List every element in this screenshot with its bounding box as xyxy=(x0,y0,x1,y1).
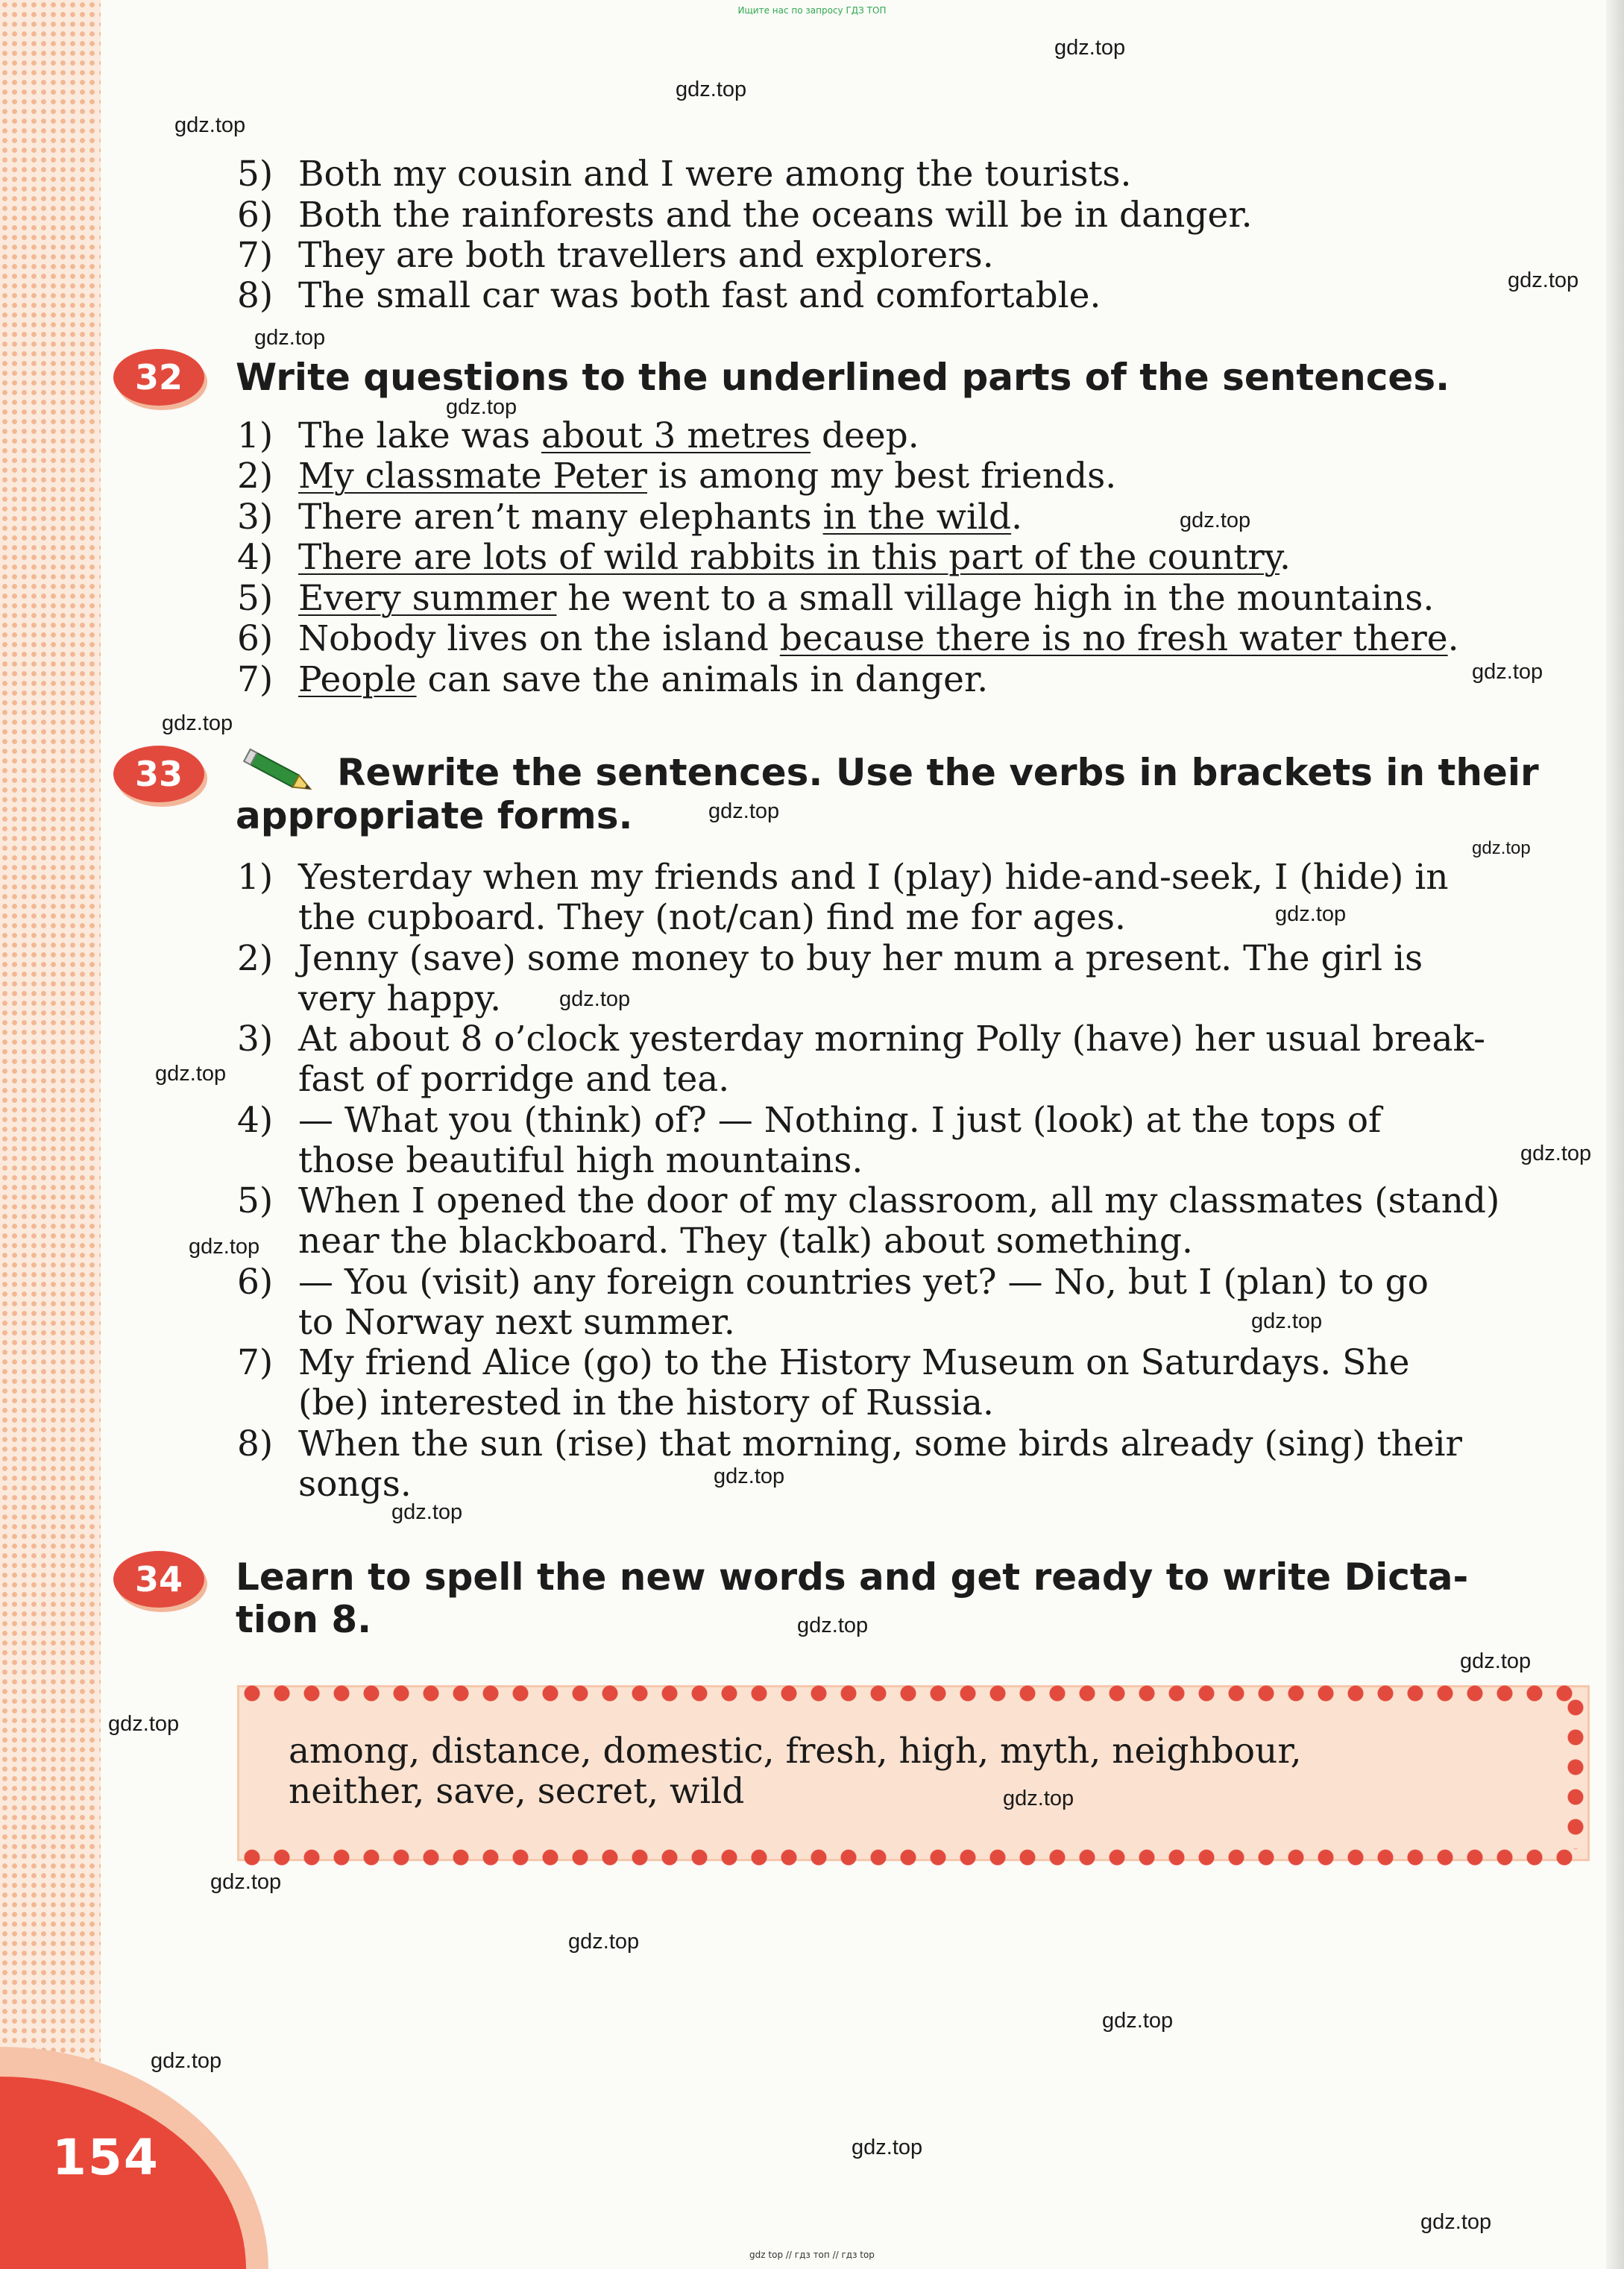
list-item: 2) My classmate Peter is among my best friends. xyxy=(237,456,1117,497)
watermark: gdz.top xyxy=(797,1614,869,1637)
list-item: (be) interested in the history of Russia. xyxy=(298,1382,994,1423)
list-item: 6) Nobody lives on the island because there is no fresh water there. xyxy=(237,618,1459,659)
list-item: to Norway next summer. xyxy=(298,1302,735,1343)
watermark: gdz.top xyxy=(1003,1787,1074,1810)
list-item: 5) When I opened the door of my classroom, all my classmates (stand) xyxy=(237,1180,1500,1221)
list-item: 4) There are lots of wild rabbits in this part of the country. xyxy=(237,537,1291,578)
watermark: gdz.top xyxy=(254,326,326,350)
list-item: 6) Both the rainforests and the oceans will be in danger. xyxy=(237,195,1253,236)
watermark: gdz.top xyxy=(676,78,747,101)
list-item: 7) My friend Alice (go) to the History Museum on Saturdays. She xyxy=(237,1342,1410,1383)
list-item: 3) At about 8 o’clock yesterday morning Polly (have) her usual break- xyxy=(237,1019,1486,1060)
watermark: gdz.top xyxy=(108,1712,180,1736)
pencil-icon xyxy=(237,746,319,798)
list-item: very happy. xyxy=(298,978,502,1019)
watermark: gdz.top xyxy=(210,1870,282,1894)
watermark: gdz.top xyxy=(151,2049,222,2073)
watermark: gdz.top xyxy=(1460,1649,1532,1673)
watermark: gdz.top xyxy=(162,711,233,735)
watermark: gdz.top xyxy=(1472,660,1543,684)
watermark: gdz.top xyxy=(1251,1309,1323,1333)
list-item: 5) Both my cousin and I were among the tourists. xyxy=(237,154,1132,195)
page-number: 154 xyxy=(52,2129,160,2186)
watermark: gdz.top xyxy=(1520,1142,1592,1165)
exercise-34-title: Learn to spell the new words and get ready to write Dicta- xyxy=(236,1555,1469,1599)
vocabulary-words-line-1: among, distance, domestic, fresh, high, myth, neighbour, xyxy=(289,1731,1302,1772)
dotted-border-bottom xyxy=(237,1848,1585,1867)
watermark: gdz.top xyxy=(1472,838,1531,858)
list-item: 1) Yesterday when my friends and I (play) hide-and-seek, I (hide) in xyxy=(237,857,1449,898)
watermark: gdz.top xyxy=(568,1930,640,1954)
list-item: 8) When the sun (rise) that morning, some birds already (sing) their xyxy=(237,1423,1463,1464)
exercise-34-badge: 34 xyxy=(113,1551,204,1608)
watermark: gdz.top xyxy=(714,1464,785,1488)
exercise-34-title-cont: tion 8. xyxy=(236,1598,372,1641)
dotted-border-top xyxy=(237,1684,1585,1703)
watermark: gdz.top xyxy=(391,1500,463,1524)
watermark: gdz.top xyxy=(708,799,780,823)
exercise-33-title-cont: appropriate forms. xyxy=(236,794,633,837)
list-item: fast of porridge and tea. xyxy=(298,1059,730,1100)
watermark: gdz.top xyxy=(189,1235,260,1259)
list-item: 3) There aren’t many elephants in the wild. xyxy=(237,497,1023,538)
list-item: 5) Every summer he went to a small village high in the mountains. xyxy=(237,578,1435,619)
watermark: gdz.top xyxy=(1102,2009,1174,2033)
watermark: gdz.top xyxy=(1508,268,1579,292)
watermark: gdz.top xyxy=(446,395,517,419)
list-item: 8) The small car was both fast and comfortable. xyxy=(237,275,1101,316)
list-item: 7) People can save the animals in danger. xyxy=(237,659,989,700)
top-note: Ищите нас по запросу ГДЗ ТОП xyxy=(737,5,887,16)
list-item: the cupboard. They (not/can) find me for ages. xyxy=(298,897,1126,938)
watermark: gdz.top xyxy=(1054,36,1126,60)
list-item: near the blackboard. They (talk) about something. xyxy=(298,1221,1193,1262)
decorative-dotted-margin xyxy=(0,0,101,2073)
exercise-33-badge: 33 xyxy=(113,746,204,802)
page-edge-shadow xyxy=(1606,0,1624,2269)
watermark: gdz.top xyxy=(174,113,246,137)
exercise-33-title: Rewrite the sentences. Use the verbs in brackets in their xyxy=(337,751,1539,794)
watermark: gdz.top xyxy=(1275,902,1347,926)
list-item: songs. xyxy=(298,1464,412,1505)
watermark: gdz.top xyxy=(852,2136,923,2159)
exercise-32-badge: 32 xyxy=(113,349,204,406)
bottom-note: gdz top // гдз топ // гдз top xyxy=(749,2250,875,2260)
exercise-32-title: Write questions to the underlined parts of the sentences. xyxy=(236,356,1450,399)
vocabulary-words-line-2: neither, save, secret, wild xyxy=(289,1771,745,1812)
list-item: 6) — You (visit) any foreign countries yet? — No, but I (plan) to go xyxy=(237,1262,1429,1303)
list-item: 1) The lake was about 3 metres deep. xyxy=(237,415,919,456)
list-item: 7) They are both travellers and explorers. xyxy=(237,235,994,276)
watermark: gdz.top xyxy=(559,987,631,1011)
list-item: 4) — What you (think) of? — Nothing. I just (look) at the tops of xyxy=(237,1100,1382,1141)
watermark: gdz.top xyxy=(1180,509,1251,532)
dotted-border-right xyxy=(1566,1693,1585,1849)
watermark: gdz.top xyxy=(1420,2210,1492,2234)
watermark: gdz.top xyxy=(155,1062,227,1086)
list-item: those beautiful high mountains. xyxy=(298,1140,863,1181)
list-item: 2) Jenny (save) some money to buy her mum a present. The girl is xyxy=(237,938,1423,979)
